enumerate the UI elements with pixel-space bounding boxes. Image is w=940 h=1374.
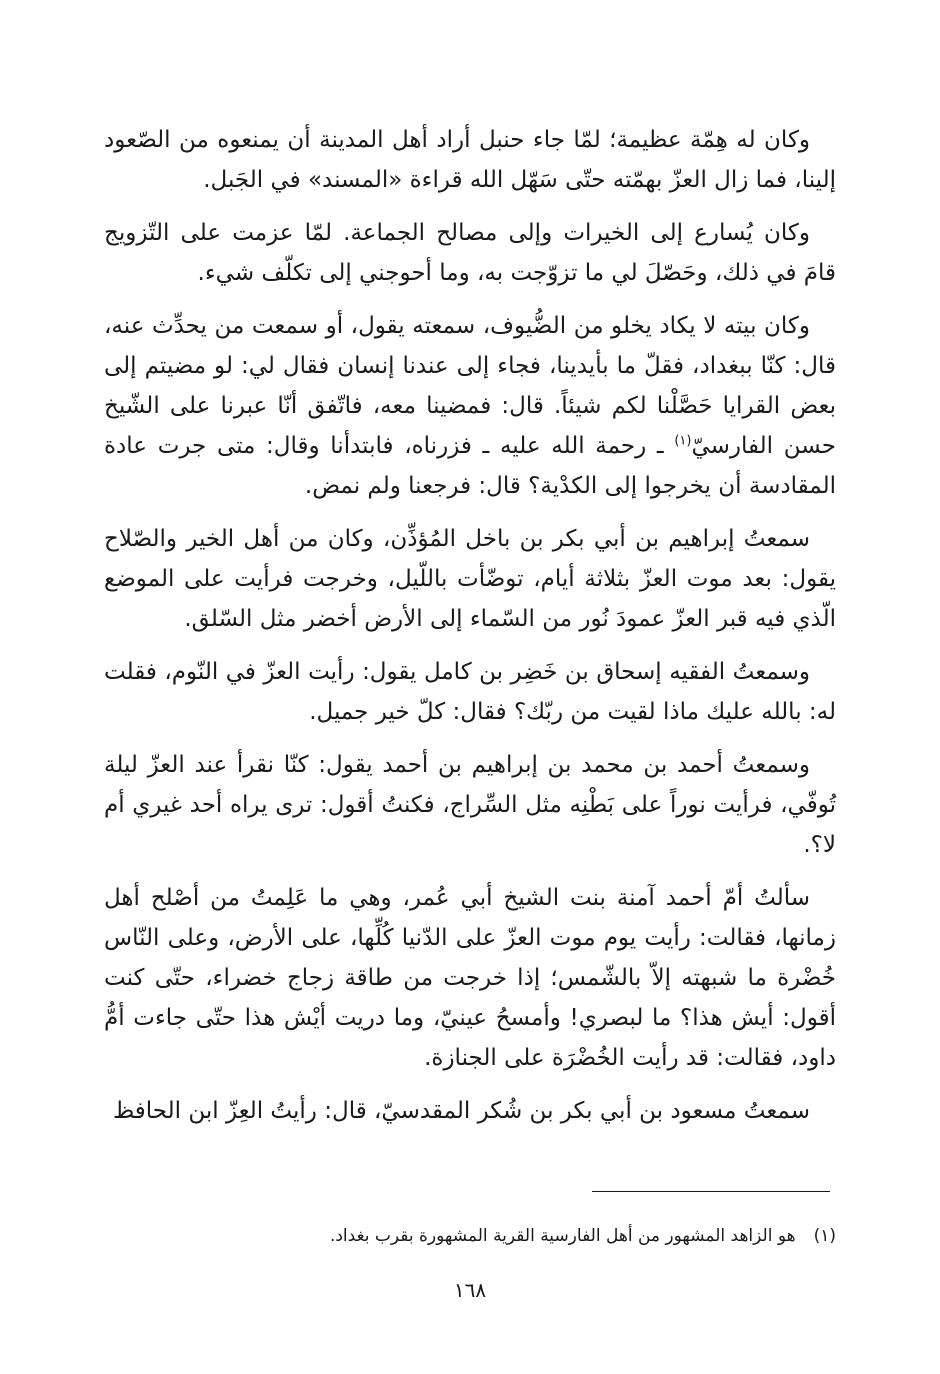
paragraph-4: سمعتُ إبراهيم بن أبي بكر بن باخل المُؤذِّن، وكان من أهل الخير والصّلاح يقول: بعد موت العزّ بثلاثة أيام، توضّأت باللّيل، وخرجت فرأيت على الموضع الّذي فيه قبر العزّ عمودَ نُور من السّماء إلى الأرض أخضر مثل السّلق.	[104, 526, 836, 632]
footnote-reference[interactable]: (١)	[674, 433, 692, 449]
main-text	[104, 120, 836, 1144]
paragraph-3-part-2: ـ رحمة الله عليه ـ فزرناه، فابتدأنا وقال: متى جرت عادة المقادسة أن يخرجوا إلى الكدْية؟ قال: فرجعنا ولم نمض.	[104, 433, 836, 499]
paragraph-7: سألتُ أمّ أحمد آمنة بنت الشيخ أبي عُمر، وهي ما عَلِمتُ من أصْلح أهل زمانها، فقالت: رأيت يوم موت العزّ على الدّنيا كُلِّها، على الأرض، وعلى النّاس خُضْرة ما شبهته إلاّ بالشّمس؛ إذا خرجت من طاقة زجاج خضراء، حتّى كنت أقول: أيش هذا؟ ما لبصري! وأمسحُ عينيّ، وما دريت أيْش هذا حتّى جاءت أمُّ داود، فقالت: قد رأيت الخُضْرَة على الجنازة.	[104, 885, 836, 1071]
footnote-number: (١)	[813, 1226, 836, 1246]
paragraph-5: وسمعتُ الفقيه إسحاق بن خَضِر بن كامل يقول: رأيت العزّ في النّوم، فقلت له: بالله عليك ماذا لقيت من ربّك؟ فقال: كلّ خير جميل.	[104, 659, 836, 725]
paragraph-8: سمعتُ مسعود بن أبي بكر بن شُكر المقدسيّ، قال: رأيتُ العِزّ ابن الحافظ	[112, 1098, 810, 1124]
footnote-text: هو الزاهد المشهور من أهل الفارسية القرية المشهورة بقرب بغداد.	[329, 1226, 796, 1246]
paragraph-3-part-1: وكان بيته لا يكاد يخلو من الضُّيوف، سمعته يقول، أو سمعت من يحدِّث عنه، قال: كنّا ببغداد، فقلّ ما بأيدينا، فجاء إلى عندنا إنسان فقال لي: لو مضيتم إلى بعض القرايا حَصَّلْنا لكم شيئاً. قال: فمضينا معه، فاتّفق أنّا عبرنا على الشّيخ حسن الفارسيّ	[104, 313, 836, 459]
paragraph-6: وسمعتُ أحمد بن محمد بن إبراهيم بن أحمد يقول: كنّا نقرأ عند العزّ ليلة تُوفّي، فرأيت نوراً على بَطْنِه مثل السِّراج، فكنتُ أقول: ترى يراه أحد غيري أم لا؟.	[104, 752, 836, 858]
paragraph-2: وكان يُسارع إلى الخيرات وإلى مصالح الجماعة. لمّا عزمت على التّزويج قامَ في ذلك، وحَصّلَ لي ما تزوّجت به، وما أحوجني إلى تكلّف شيء.	[104, 220, 836, 286]
paragraph-3	[104, 306, 836, 506]
page-number: ١٦٨	[453, 1278, 487, 1302]
footnote-divider	[592, 1191, 830, 1192]
footnote	[200, 1221, 836, 1251]
paragraph-1: وكان له هِمّة عظيمة؛ لمّا جاء حنبل أراد أهل المدينة أن يمنعوه من الصّعود إلينا، فما زال العزّ بهمّته حتّى سَهّل الله قراءة «المسند» في الجَبل.	[104, 127, 836, 193]
